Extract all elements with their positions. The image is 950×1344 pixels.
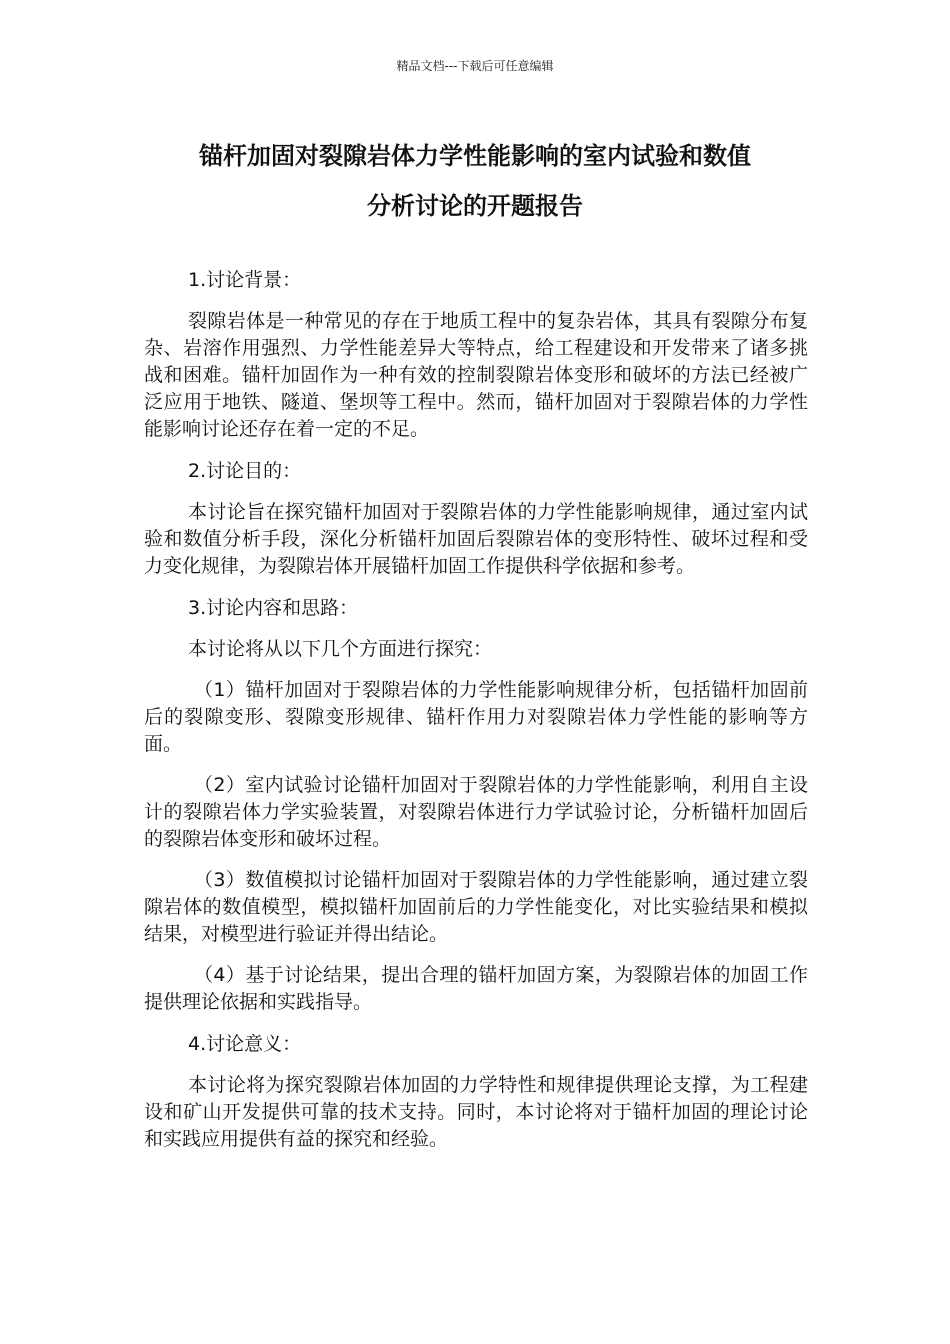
header-note: 精品文档---下载后可任意编辑 — [396, 59, 554, 73]
section-paragraph-purpose: 本讨论旨在探究锚杆加固对于裂隙岩体的力学性能影响规律，通过室内试验和数值分析手段，深化分析锚杆加固后裂隙岩体的变形特性、破坏过程和受力变化规律，为裂隙岩体开展锚杆加固工作提供科学依据和参考。 — [144, 501, 808, 577]
section-heading-content: 3.讨论内容和思路： — [188, 597, 359, 619]
document-title — [140, 131, 810, 231]
section-paragraph-significance: 本讨论将为探究裂隙岩体加固的力学特性和规律提供理论支撑，为工程建设和矿山开发提供可靠的技术支持。同时，本讨论将对于锚杆加固的理论讨论和实践应用提供有益的探究和经验。 — [144, 1074, 808, 1150]
section-paragraph-background: 裂隙岩体是一种常见的存在于地质工程中的复杂岩体，其具有裂隙分布复杂、岩溶作用强烈、力学性能差异大等特点，给工程建设和开发带来了诸多挑战和困难。锚杆加固作为一种有效的控制裂隙岩体变形和破坏的方法已经被广泛应用于地铁、隧道、堡坝等工程中。然而，锚杆加固对于裂隙岩体的力学性能影响讨论还存在着一定的不足。 — [144, 310, 808, 440]
content-list-item-2: （2）室内试验讨论锚杆加固对于裂隙岩体的力学性能影响，利用自主设计的裂隙岩体力学实验装置，对裂隙岩体进行力学试验讨论，分析锚杆加固后的裂隙岩体变形和破坏过程。 — [144, 774, 808, 850]
content-list-item-1: （1）锚杆加固对于裂隙岩体的力学性能影响规律分析，包括锚杆加固前后的裂隙变形、裂隙变形规律、锚杆作用力对裂隙岩体力学性能的影响等方面。 — [144, 679, 808, 755]
section-intro-content: 本讨论将从以下几个方面进行探究： — [188, 638, 493, 660]
content-list-item-3: （3）数值模拟讨论锚杆加固对于裂隙岩体的力学性能影响，通过建立裂隙岩体的数值模型，模拟锚杆加固前后的力学性能变化，对比实验结果和模拟结果，对模型进行验证并得出结论。 — [144, 869, 808, 945]
document-title-line-1: 锚杆加固对裂隙岩体力学性能影响的室内试验和数值 — [199, 142, 751, 170]
document-body — [144, 266, 808, 1167]
section-heading-background: 1.讨论背景： — [188, 269, 302, 291]
section-heading-purpose: 2.讨论目的： — [188, 460, 302, 482]
section-heading-significance: 4.讨论意义： — [188, 1033, 302, 1055]
content-list-item-4: （4）基于讨论结果，提出合理的锚杆加固方案，为裂隙岩体的加固工作提供理论依据和实践指导。 — [144, 964, 808, 1013]
document-title-line-2: 分析讨论的开题报告 — [367, 192, 583, 220]
